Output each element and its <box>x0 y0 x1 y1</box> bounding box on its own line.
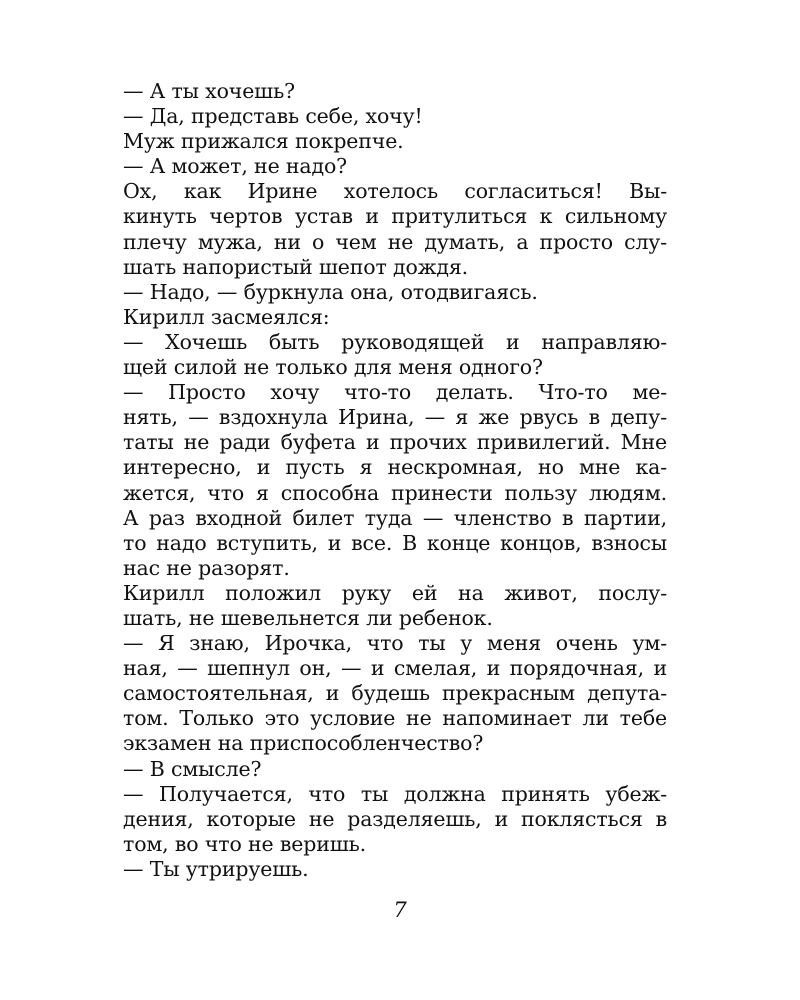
text-line: Кирилл засмеялся: <box>123 304 330 329</box>
text-line: — Просто хочу что-то делать. Что-то ме- <box>123 380 667 405</box>
text-line: шать, не шевельнется ли ребенок. <box>123 605 493 630</box>
text-line: самостоятельная, и будешь прекрасным депута- <box>123 681 667 706</box>
text-line: — А ты хочешь? <box>123 79 295 103</box>
paragraph <box>123 757 667 782</box>
page-number: 7 <box>393 898 407 922</box>
text-line: — Получается, что ты должна принять убеж- <box>123 781 667 806</box>
body-text <box>123 79 667 882</box>
text-line: шать напористый шепот дождя. <box>123 254 469 279</box>
text-line: — В смысле? <box>123 756 262 781</box>
text-line: жется, что я способна принести пользу людям. <box>123 480 667 505</box>
text-line: ная, — шепнул он, — и смелая, и порядочная, и <box>123 656 667 681</box>
paragraph <box>123 305 667 330</box>
paragraph <box>123 154 667 179</box>
text-line: таты не ради буфета и прочих привилегий. Мне <box>123 430 667 455</box>
paragraph <box>123 79 667 104</box>
text-line: кинуть чертов устав и притулиться к сильному <box>123 204 667 229</box>
text-line: — Да, представь себе, хочу! <box>123 104 423 129</box>
text-line: том. Только это условие не напоминает ли тебе <box>123 706 667 731</box>
text-line: — Я знаю, Ирочка, что ты у меня очень ум- <box>123 631 667 656</box>
text-line: то надо вступить, и все. В конце концов, взносы <box>123 530 667 555</box>
paragraph <box>123 581 667 631</box>
text-line: нас не разорят. <box>123 555 290 580</box>
text-line: дения, которые не разделяешь, и поклясться в <box>123 806 667 831</box>
paragraph <box>123 782 667 857</box>
text-line: — А может, не надо? <box>123 154 348 179</box>
text-line: — Надо, — буркнула она, отодвигаясь. <box>123 279 538 304</box>
text-line: нять, — вздохнула Ирина, — я же рвусь в депу- <box>123 405 667 430</box>
text-line: — Ты утрируешь. <box>123 856 309 881</box>
text-line: экзамен на приспособленчество? <box>123 731 484 756</box>
paragraph <box>123 129 667 154</box>
text-line: плечу мужа, ни о чем не думать, а просто слу- <box>123 229 667 254</box>
paragraph <box>123 179 667 279</box>
text-line: А раз входной билет туда — членство в партии, <box>123 505 667 530</box>
text-line: интересно, и пусть я нескромная, но мне ка- <box>123 455 667 480</box>
text-line: Муж прижался покрепче. <box>123 129 404 154</box>
text-line: Кирилл положил руку ей на живот, послу- <box>123 580 667 605</box>
paragraph <box>123 280 667 305</box>
paragraph <box>123 104 667 129</box>
text-line: щей силой не только для меня одного? <box>123 355 543 380</box>
text-line: — Хочешь быть руководящей и направляю- <box>123 329 667 354</box>
text-line: том, во что не веришь. <box>123 831 367 856</box>
paragraph <box>123 380 667 581</box>
paragraph <box>123 631 667 756</box>
text-line: Ох, как Ирине хотелось согласиться! Вы- <box>123 179 667 204</box>
paragraph <box>123 330 667 380</box>
paragraph <box>123 857 667 882</box>
